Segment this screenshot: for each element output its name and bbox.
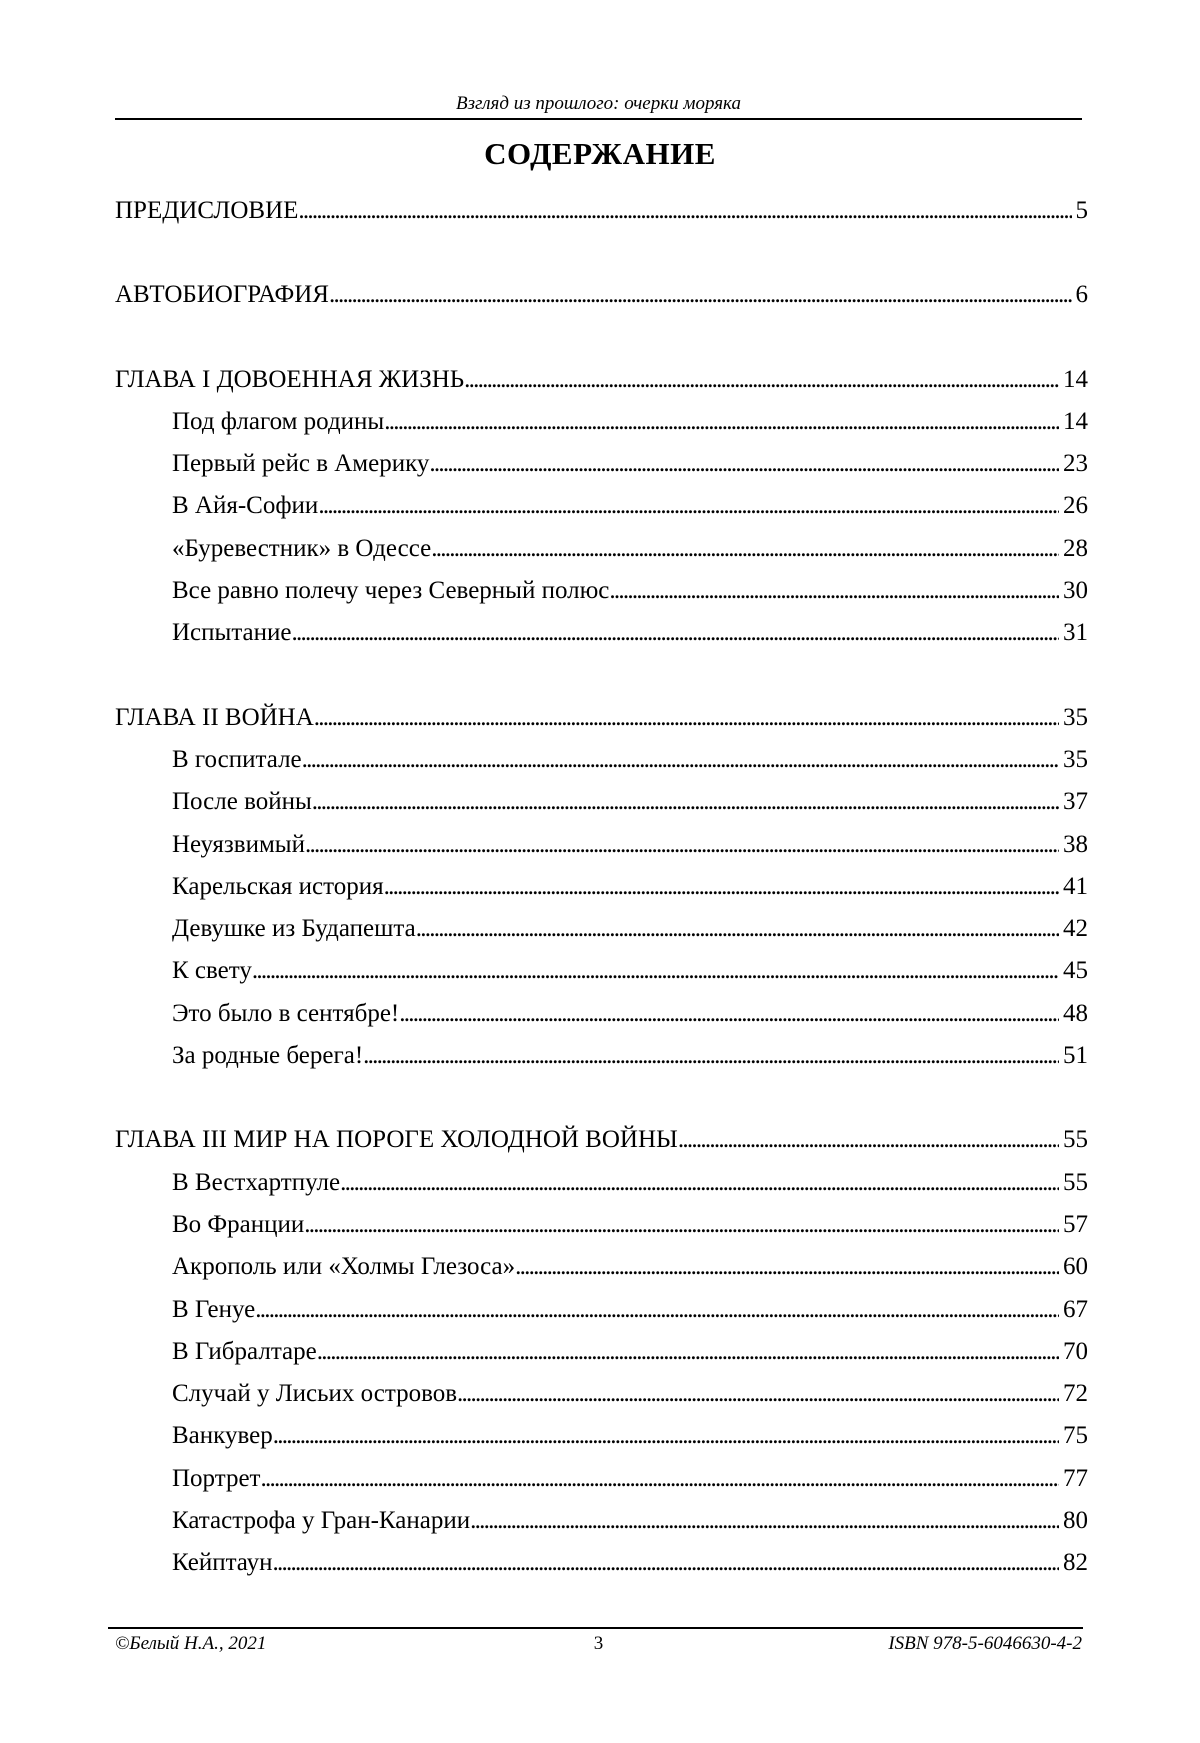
toc-entry-page: 57: [1063, 1210, 1088, 1238]
toc-entry-title: В Айя-Софии: [172, 492, 319, 520]
toc-entry-page: 26: [1063, 492, 1088, 520]
toc-entry-title: В Генуе: [172, 1295, 256, 1323]
toc-entry-page: 5: [1075, 197, 1088, 224]
toc-section-entry: [115, 1331, 1088, 1373]
toc-entry-title: После войны: [172, 788, 312, 816]
toc-entry-page: 80: [1063, 1507, 1088, 1535]
toc-section-entry: [115, 824, 1088, 866]
toc-entry-title: Неуязвимый: [172, 830, 305, 858]
toc-entry-page: 77: [1063, 1464, 1088, 1492]
toc-entry-title: Кейптаун: [172, 1549, 273, 1577]
toc-section-entry: [115, 1500, 1088, 1542]
toc-entry-page: 48: [1063, 999, 1088, 1027]
toc-entry-page: 38: [1063, 830, 1088, 858]
footer-rule: [108, 1627, 1083, 1629]
dot-leader: [260, 1458, 1059, 1500]
toc-entry-title: Это было в сентябре!: [172, 999, 400, 1027]
dot-leader: [298, 190, 1071, 232]
toc-entry-page: 35: [1063, 703, 1088, 731]
toc-section-entry: [115, 866, 1088, 908]
dot-leader: [273, 1415, 1059, 1457]
dot-leader: [255, 1289, 1059, 1331]
dot-leader: [252, 950, 1059, 992]
dot-leader: [384, 866, 1059, 908]
dot-leader: [429, 443, 1059, 485]
toc-section-entry: [115, 401, 1088, 443]
toc-section-entry: [115, 612, 1088, 654]
dot-leader: [678, 1119, 1059, 1161]
toc-entry-page: 75: [1063, 1422, 1088, 1450]
toc-entry-title: Катастрофа у Гран-Канарии: [172, 1507, 471, 1535]
toc-section-entry: [115, 570, 1088, 612]
toc-section-entry: [115, 1246, 1088, 1288]
toc-entry-title: К свету: [172, 957, 252, 985]
toc-entry-page: 23: [1063, 450, 1088, 478]
toc-section-entry: [115, 485, 1088, 527]
toc-section-entry: [115, 1458, 1088, 1500]
dot-leader: [305, 824, 1059, 866]
dot-leader: [464, 359, 1059, 401]
toc-chapter-entry: [115, 1119, 1088, 1161]
toc-entry-page: 28: [1063, 534, 1088, 562]
toc-section-entry: [115, 1204, 1088, 1246]
toc-chapter-entry: [115, 359, 1088, 401]
toc-section-entry: [115, 528, 1088, 570]
toc-entry-title: Под флагом родины: [172, 407, 385, 435]
toc-entry-page: 70: [1063, 1337, 1088, 1365]
toc-section-entry: [115, 950, 1088, 992]
toc-entry-title: ГЛАВА II ВОЙНА: [115, 703, 314, 731]
toc-section-entry: [115, 781, 1088, 823]
dot-leader: [431, 528, 1059, 570]
dot-leader: [515, 1246, 1059, 1288]
toc-entry-title: ГЛАВА III МИР НА ПОРОГЕ ХОЛОДНОЙ ВОЙНЫ: [115, 1126, 678, 1154]
footer-isbn: ISBN 978-5-6046630-4-2: [888, 1633, 1082, 1654]
toc-entry-title: Случай у Лисьих островов: [172, 1380, 458, 1408]
toc-entry-page: 42: [1063, 915, 1088, 943]
dot-leader: [384, 401, 1059, 443]
toc-entry-title: Первый рейс в Америку: [172, 450, 430, 478]
toc-section-entry: [115, 1035, 1088, 1077]
dot-leader: [304, 1204, 1059, 1246]
table-of-contents: [115, 190, 1088, 1585]
toc-section-entry: [115, 1415, 1088, 1457]
running-header: Взгляд из прошлого: очерки моряка: [456, 93, 741, 114]
dot-leader: [312, 781, 1059, 823]
dot-leader: [314, 697, 1059, 739]
toc-entry-page: 6: [1075, 281, 1088, 309]
toc-entry-title: ГЛАВА I ДОВОЕННАЯ ЖИЗНЬ: [115, 365, 465, 393]
toc-chapter-entry: [115, 190, 1088, 232]
toc-entry-title: АВТОБИОГРАФИЯ: [115, 281, 329, 309]
toc-entry-title: В госпитале: [172, 745, 302, 773]
toc-chapter-entry: [115, 274, 1088, 316]
toc-entry-page: 14: [1063, 407, 1088, 435]
toc-entry-page: 51: [1063, 1042, 1088, 1070]
toc-section-entry: [115, 1373, 1088, 1415]
toc-entry-title: В Гибралтаре: [172, 1337, 317, 1365]
dot-leader: [399, 993, 1059, 1035]
toc-entry-title: Акрополь или «Холмы Глезоса»: [172, 1253, 516, 1281]
dot-leader: [329, 274, 1072, 316]
dot-leader: [363, 1035, 1059, 1077]
dot-leader: [273, 1542, 1059, 1584]
toc-entry-title: Все равно полечу через Северный полюс: [172, 577, 610, 605]
toc-entry-title: За родные берега!: [172, 1042, 364, 1070]
toc-entry-title: Карельская история: [172, 872, 384, 900]
dot-leader: [416, 908, 1059, 950]
header-rule: [115, 118, 1082, 120]
toc-entry-page: 55: [1063, 1126, 1088, 1154]
toc-entry-title: Девушке из Будапешта: [172, 915, 416, 943]
toc-entry-page: 37: [1063, 788, 1088, 816]
toc-entry-page: 67: [1063, 1295, 1088, 1323]
footer-page-number: 3: [593, 1633, 604, 1654]
toc-section-entry: [115, 443, 1088, 485]
toc-entry-page: 60: [1063, 1253, 1088, 1281]
toc-section-entry: [115, 739, 1088, 781]
dot-leader: [302, 739, 1059, 781]
toc-entry-page: 14: [1063, 365, 1088, 393]
toc-section-entry: [115, 908, 1088, 950]
toc-entry-title: Портрет: [172, 1464, 261, 1492]
toc-entry-page: 55: [1063, 1168, 1088, 1196]
toc-entry-page: 41: [1063, 872, 1088, 900]
toc-entry-title: Испытание: [172, 619, 292, 647]
toc-entry-title: Во Франции: [172, 1210, 305, 1238]
page-title: СОДЕРЖАНИЕ: [484, 136, 716, 171]
dot-leader: [292, 612, 1059, 654]
toc-entry-page: 31: [1063, 619, 1088, 647]
footer-copyright: ©Белый Н.А., 2021: [115, 1633, 267, 1654]
toc-section-entry: [115, 1542, 1088, 1584]
toc-entry-title: Ванкувер: [172, 1422, 273, 1450]
toc-section-entry: [115, 1162, 1088, 1204]
toc-section-entry: [115, 1289, 1088, 1331]
dot-leader: [609, 570, 1059, 612]
toc-entry-title: ПРЕДИСЛОВИЕ: [115, 197, 299, 224]
dot-leader: [317, 1331, 1059, 1373]
toc-entry-page: 30: [1063, 577, 1088, 605]
toc-entry-title: «Буревестник» в Одессе: [172, 534, 432, 562]
dot-leader: [340, 1162, 1059, 1204]
toc-section-entry: [115, 993, 1088, 1035]
toc-entry-page: 72: [1063, 1380, 1088, 1408]
toc-entry-page: 45: [1063, 957, 1088, 985]
dot-leader: [318, 485, 1059, 527]
toc-chapter-entry: [115, 697, 1088, 739]
dot-leader: [457, 1373, 1059, 1415]
toc-entry-page: 35: [1063, 745, 1088, 773]
toc-entry-title: В Вестхартпуле: [172, 1168, 341, 1196]
toc-entry-page: 82: [1063, 1549, 1088, 1577]
dot-leader: [470, 1500, 1059, 1542]
